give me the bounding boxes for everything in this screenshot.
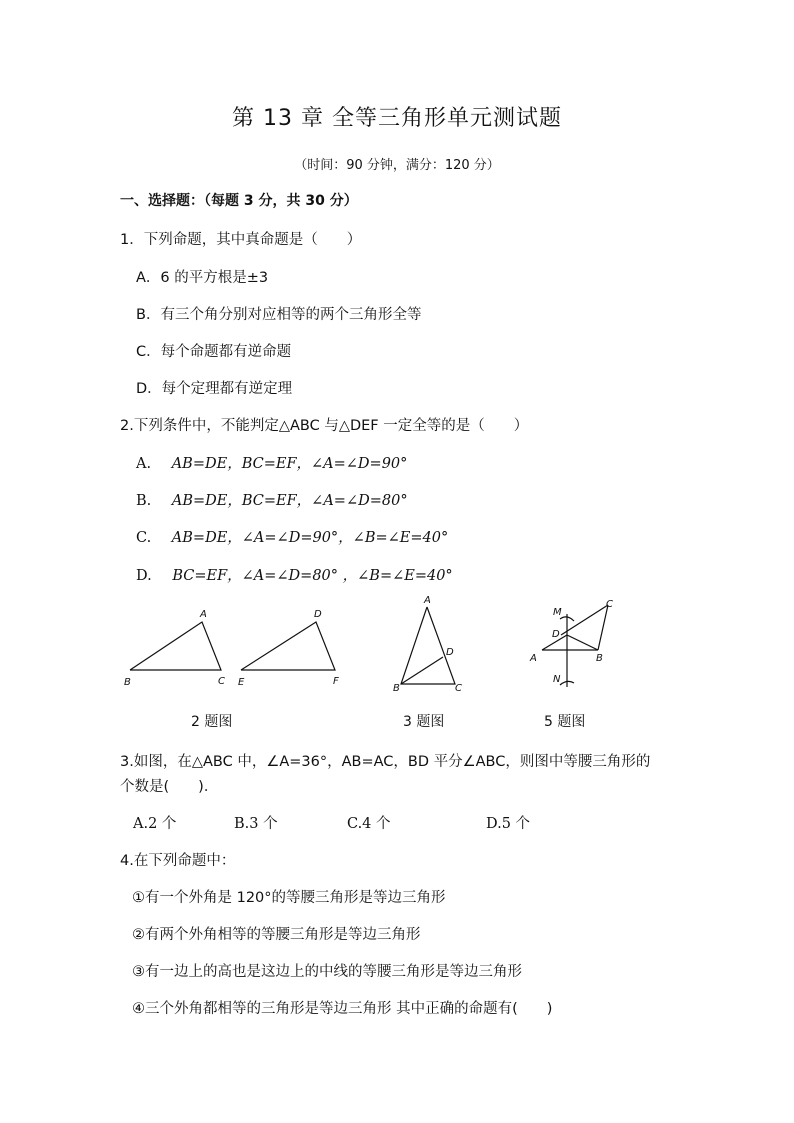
q2-option-a-letter: A. [136,456,152,472]
fig2-label-a: A [200,609,207,620]
q2-option-b [136,489,408,510]
fig5-label-m: M [553,607,562,618]
q2-option-c [136,526,448,547]
q3-stem-line1: 3.如图，在△ABC 中，∠A=36°，AB=AC，BD 平分∠ABC，则图中等腰三角形的 [120,754,651,770]
q4-item-4: ④三个外角都相等的三角形是等边三角形 其中正确的命题有( ) [132,1001,553,1017]
q2-option-a-text: AB=DE，BC=EF，∠A=∠D=90° [171,456,408,472]
q3-stem-line2: 个数是( )． [120,779,219,795]
q3-option-b: B.3 个 [234,816,278,832]
fig5-label-c: C [606,599,613,610]
q2-stem: 2.下列条件中，不能判定△ABC 与△DEF 一定全等的是（ ） [120,418,529,434]
fig3-label-d: D [446,647,454,658]
q1-option-a: A．6 的平方根是±3 [136,270,269,286]
q2-option-c-letter: C. [136,530,152,546]
q2-option-b-letter: B. [136,493,152,509]
fig5-label-n: N [553,674,561,685]
fig2-label-e: E [238,677,245,688]
exam-info: （时间：90 分钟，满分：120 分） [294,158,500,173]
fig2-label-f: F [333,676,339,687]
fig5-label-b: B [596,653,603,664]
q3-option-c: C.4 个 [347,816,391,832]
fig2-caption: 2 题图 [191,714,233,730]
q2-option-a [136,452,407,473]
q3-option-a: A.2 个 [133,816,177,832]
fig2-label-c: C [218,676,225,687]
fig2-triangle-def [238,609,339,688]
fig2-label-b: B [124,677,131,688]
fig5-caption: 5 题图 [544,714,586,730]
fig5-label-a: A [530,653,537,664]
q1-stem: 1．下列命题，其中真命题是（ ） [120,232,362,248]
q1-option-d: D．每个定理都有逆定理 [136,381,293,397]
q4-item-1: ①有一个外角是 120°的等腰三角形是等边三角形 [132,890,446,906]
q1-option-c: C．每个命题都有逆命题 [136,344,292,360]
fig3-label-a: A [424,595,431,606]
q2-option-d-text: BC=EF，∠A=∠D=80° ，∠B=∠E=40° [172,568,453,584]
q4-stem: 4.在下列命题中： [120,853,236,869]
fig3-caption: 3 题图 [403,714,445,730]
fig2-triangle-abc [124,609,225,688]
q4-item-3: ③有一边上的高也是这边上的中线的等腰三角形是等边三角形 [132,964,522,980]
q3-option-d: D.5 个 [486,816,531,832]
fig2-label-d: D [314,609,322,620]
fig3-label-c: C [455,683,462,694]
q2-option-d [136,564,453,585]
fig5-construction [529,599,613,687]
figures-row [0,595,794,700]
page-title: 第 13 章 全等三角形单元测试题 [232,106,562,131]
q2-option-c-text: AB=DE，∠A=∠D=90°，∠B=∠E=40° [171,530,449,546]
fig3-triangle [393,595,462,694]
q1-option-b: B．有三个角分别对应相等的两个三角形全等 [136,307,422,323]
q4-item-2: ②有两个外角相等的等腰三角形是等边三角形 [132,927,421,943]
q2-option-b-text: AB=DE，BC=EF，∠A=∠D=80° [171,493,408,509]
fig5-label-d: D [552,629,560,640]
fig3-label-b: B [393,683,400,694]
section-heading: 一、选择题：（每题 3 分，共 30 分） [120,193,358,209]
q2-option-d-letter: D. [136,568,152,584]
